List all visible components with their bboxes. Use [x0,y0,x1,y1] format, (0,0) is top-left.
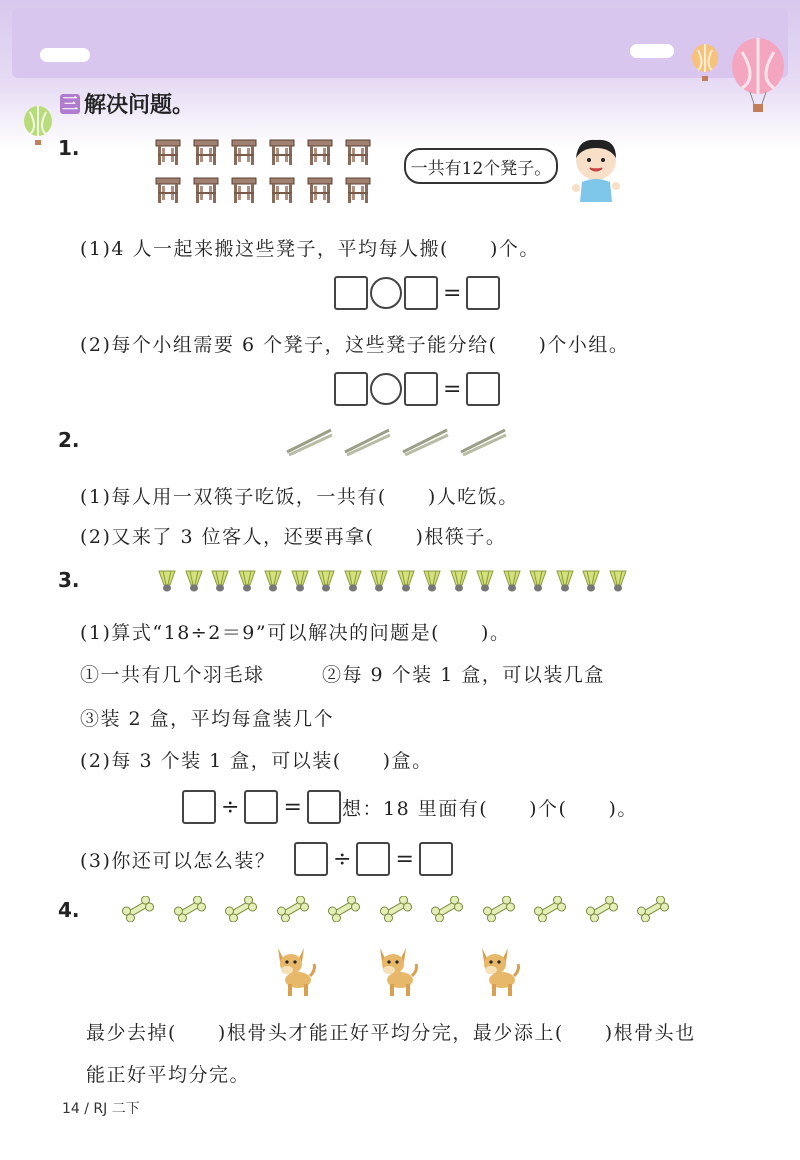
shuttlecock-icon [344,570,362,596]
q1-equation-1 [334,276,500,310]
stool-grid [155,138,385,208]
bone-icon [429,896,465,926]
equals-sign: = [443,280,462,306]
equals-sign: = [443,376,462,402]
operator-circle[interactable] [370,373,402,405]
q1-part2: (2)每个小组需要 6 个凳子，这些凳子能分给( )个小组。 [80,334,630,356]
stool-icon [231,138,257,170]
shuttlecock-icon [211,570,229,596]
answer-box[interactable] [466,372,500,406]
bone-icon [275,896,311,926]
shuttlecock-icon [291,570,309,596]
dog-icon [372,942,420,1002]
shuttlecock-icon [238,570,256,596]
q1-equation-2 [334,372,500,406]
chopsticks-icon [285,426,333,460]
cloud-decoration [40,48,90,62]
balloon-large-icon [728,38,788,114]
header-band [0,0,800,150]
answer-box[interactable] [182,790,216,824]
answer-box[interactable] [404,372,438,406]
bone-icon [223,896,259,926]
stool-icon [307,176,333,208]
q3-equation-3 [294,842,453,876]
shuttlecock-icon [370,570,388,596]
bone-icon [584,896,620,926]
q3-option2: ②每 9 个装 1 盒，可以装几盒 [322,664,605,686]
stool-icon [307,138,333,170]
shuttlecock-icon [158,570,176,596]
chopsticks-icon [401,426,449,460]
divide-sign: ÷ [333,846,352,872]
equals-sign: = [283,794,302,820]
stool-icon [193,176,219,208]
speech-bubble [404,148,558,184]
shuttlecock-icon [264,570,282,596]
bone-row [120,894,680,926]
answer-box[interactable] [419,842,453,876]
answer-box[interactable] [404,276,438,310]
divide-sign: ÷ [221,794,240,820]
bone-icon [326,896,362,926]
shuttlecock-row [158,568,648,594]
balloon-green-icon [22,106,54,148]
page-footer: 14 / RJ 二下 [62,1101,140,1117]
equals-sign: = [395,846,414,872]
q3-number: 3. [58,568,80,592]
shuttlecock-icon [609,570,627,596]
q3-option1: ①一共有几个羽毛球 [80,664,265,686]
answer-box[interactable] [294,842,328,876]
stool-icon [345,138,371,170]
answer-box[interactable] [307,790,341,824]
answer-box[interactable] [466,276,500,310]
operator-circle[interactable] [370,277,402,309]
q1-part1: (1)4 人一起来搬这些凳子，平均每人搬( )个。 [80,238,540,260]
q2-part2: (2)又来了 3 位客人，还要再拿( )根筷子。 [80,526,507,548]
stool-icon [269,176,295,208]
shuttlecock-icon [185,570,203,596]
q4-line2: 能正好平均分完。 [86,1064,251,1086]
answer-box[interactable] [334,372,368,406]
bone-icon [172,896,208,926]
q3-option3: ③装 2 盒，平均每盒装几个 [80,708,335,730]
stool-icon [155,138,181,170]
q4-line1: 最少去掉( )根骨头才能正好平均分完，最少添上( )根骨头也 [86,1022,696,1044]
q3-part2: (2)每 3 个装 1 盒，可以装( )盒。 [80,750,433,772]
section-heading: 解决问题。 [84,93,195,118]
dog-icon [474,942,522,1002]
stool-icon [193,138,219,170]
speech-text: 一共有12个凳子。 [410,158,552,179]
q3-equation-2 [182,790,341,824]
balloon-small-icon [690,44,720,84]
section-badge: 三 [61,93,78,113]
dog-row [270,942,530,1000]
q4-number: 4. [58,898,80,922]
shuttlecock-icon [317,570,335,596]
boy-icon [566,136,626,202]
answer-box[interactable] [356,842,390,876]
stool-icon [269,138,295,170]
dog-icon [270,942,318,1002]
q1-number: 1. [58,136,80,160]
bone-icon [481,896,517,926]
bone-icon [120,896,156,926]
q3-part1: (1)算式“18÷2＝9”可以解决的问题是( )。 [80,622,511,644]
shuttlecock-icon [582,570,600,596]
answer-box[interactable] [334,276,368,310]
chopsticks-row [285,424,515,460]
q3-think: 想：18 里面有( )个( )。 [342,798,638,820]
shuttlecock-icon [503,570,521,596]
chopsticks-icon [343,426,391,460]
stool-icon [231,176,257,208]
stool-icon [345,176,371,208]
bone-icon [635,896,671,926]
shuttlecock-icon [476,570,494,596]
shuttlecock-icon [450,570,468,596]
shuttlecock-icon [397,570,415,596]
answer-box[interactable] [244,790,278,824]
bone-icon [378,896,414,926]
q2-part1: (1)每人用一双筷子吃饭，一共有( )人吃饭。 [80,486,519,508]
shuttlecock-icon [556,570,574,596]
shuttlecock-icon [529,570,547,596]
shuttlecock-icon [423,570,441,596]
chopsticks-icon [459,426,507,460]
cloud-decoration [630,44,674,58]
q3-part3: (3)你还可以怎么装？ [80,850,276,872]
q2-number: 2. [58,428,80,452]
bone-icon [532,896,568,926]
stool-icon [155,176,181,208]
section-title [60,88,194,119]
